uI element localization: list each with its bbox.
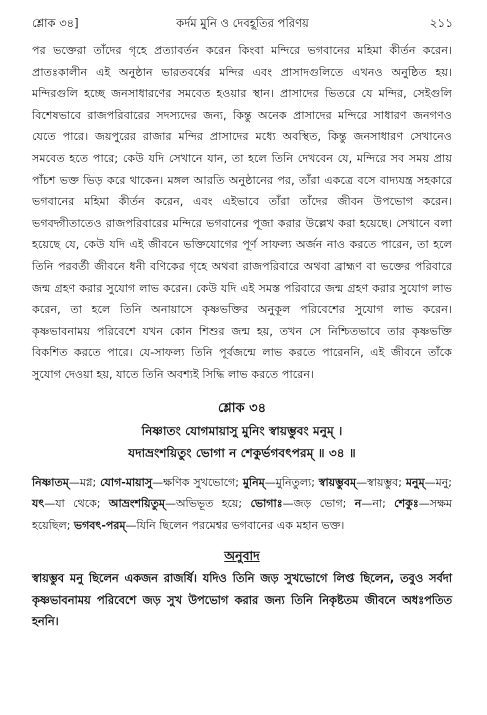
verse-line-2: যদাভ্রংশয়িতুং ভোগা ন শেকুর্ভগবৎপরম্ ॥ ৩৪ ॥ <box>128 445 356 460</box>
synonym-meaning: মনু; <box>435 475 452 489</box>
synonym-term: যৎ <box>32 497 45 511</box>
page-header <box>32 15 453 35</box>
synonym-meaning: মুনিতুল্য; <box>275 475 319 489</box>
synonym-meaning: ক্ষণিক সুখভোগে; <box>163 475 243 489</box>
chapter-title: কর্দম মুনি ও দেবহূতির পরিণয় <box>176 16 309 30</box>
translation-text: স্বায়ম্ভুব মনু ছিলেন একজন রাজর্ষি। যদিও তিনি জড় সুখভোগে লিপ্ত ছিলেন, তবুও সর্বদা কৃষ্ণভাবনাময় পরিবেশে জড় সুখ উপভোগ করার জন্য তিনি নিকৃষ্টতম জীবনে অধঃপতিত হননি। <box>32 572 452 629</box>
synonym-meaning: মগ্ন; <box>79 475 101 489</box>
verse-heading: শ্লোক ৩৪ <box>217 400 267 416</box>
verse-line-1: নিষ্ণাতং যোগমায়াসু মুনিং স্বায়ম্ভুবং মনুম্ । <box>141 423 343 438</box>
purport-paragraph: পর ভক্তেরা তাঁদের গৃহে প্রত্যাবর্তন করেন কিংবা মন্দিরে ভগবানের মহিমা কীর্তন করেন। প্রাতঃকালীন এই অনুষ্ঠান ভারতবর্ষের মন্দির এবং প্রাসাদগুলিতে এখনও অনুষ্ঠিত হয়। মন্দিরগুলি হচ্ছে জনসাধারণের সমবেত হওয়ার স্থান। প্রাসাদের ভিতরে যে মন্দির, সেইগুলি বিশেষভাবে রাজপরিবারের সদস্যদের জন্য, কিন্তু অনেক প্রাসাদের মন্দিরে সাধারণ জনগণও যেতে পারে। জয়পুরের রাজার মন্দির প্রাসাদের মধ্যে অবস্থিত, কিন্তু জনসাধারণ সেখানেও সমবেত হতে পারে; কেউ যদি সেখানে যান, তা হলে তিনি দেখবেন যে, মন্দিরে সব সময় প্রায় পাঁচশ ভক্ত ভিড় করে থাকেন। মঙ্গল আরতি অনুষ্ঠানের পর, তাঁরা একত্রে বসে বাদ্যযন্ত্র সহকারে ভগবানের মহিমা কীর্তন করেন, এবং এইভাবে তাঁরা তাঁদের জীবন উপভোগ করেন। ভগবদ্গীতাতেও রাজপরিবারের মন্দিরে ভগবানের পূজা করার উল্লেখ করা হয়েছে। সেখানে বলা হয়েছে যে, কেউ যদি এই জীবনে ভক্তিযোগের পূর্ণ সাফল্য অর্জন নাও করতে পারেন, তা হলে তিনি পরবর্তী জীবনে ধনী বণিকের গৃহে অথবা রাজপরিবারে অথবা ব্রাহ্মণ বা ভক্তের পরিবারে জন্ম গ্রহণ করার সুযোগ লাভ করেন। কেউ যদি এই সমস্ত পরিবারে জন্ম গ্রহণ করার সুযোগ লাভ করেন, তা হলে তিনি অনায়াসে কৃষ্ণভক্তির অনুকূল পরিবেশের সুযোগ লাভ করেন। কৃষ্ণভাবনাময় পরিবেশে যখন কোন শিশুর জন্ম হয়, তখন সে নিশ্চিতভাবে তার কৃষ্ণভক্তি বিকশিত করতে পারে। যে-সাফল্য তিনি পূর্বজন্মে লাভ করতে পারেননি, এই জীবনে তাঁকে সুযোগ দেওয়া হয়, যাতে তিনি অবশ্যই সিদ্ধি লাভ করতে পারেন। <box>32 44 452 381</box>
page-number: ২১১ <box>429 16 453 30</box>
synonym-term: স্বায়ম্ভুবম্ <box>318 475 357 489</box>
synonym-term: ভগবৎ-পরম্ <box>73 518 126 532</box>
synonym-meaning: না; <box>372 497 395 511</box>
synonym-term: ন <box>354 497 362 511</box>
synonym-term: নিষ্ণাতম্ <box>32 475 69 489</box>
page-body <box>32 40 452 644</box>
synonym-term: আভ্রংশয়িতুম্ <box>108 497 166 511</box>
synonym-term: যোগ-মায়াসু <box>100 475 153 489</box>
synonym-term: মুনিম্ <box>242 475 265 489</box>
synonym-term: ভোগাঃ <box>250 497 283 511</box>
synonym-meaning: জড় ভোগ; <box>293 497 355 511</box>
synonym-term: শেকুঃ <box>394 497 419 511</box>
synonym-meaning: যিনি ছিলেন পরমেশ্বর ভগবানের এক মহান ভক্ত। <box>136 518 345 532</box>
synonym-meaning: স্বায়ম্ভুব; <box>367 475 406 489</box>
synonyms: নিষ্ণাতম্—মগ্ন; যোগ-মায়াসু—ক্ষণিক সুখভোগে; মুনিম্—মুনিতুল্য; স্বায়ম্ভুবম্—স্বায়ম্ভুব; মনুম্—মনু; যৎ—যা থেকে; আভ্রংশয়িতুম্—অভিভূত হয়ে; ভোগাঃ—জড় ভোগ; ন—না; শেকুঃ—সক্ষম হয়েছিল; ভগবৎ-পরম্—যিনি ছিলেন পরমেশ্বর ভগবানের এক মহান ভক্ত। <box>32 475 452 532</box>
synonym-term: মনুম্ <box>405 475 425 489</box>
verse-reference: শ্লোক ৩৪] <box>32 16 79 30</box>
translation-heading: অনুবাদ <box>224 548 260 564</box>
synonym-meaning: অভিভূত হয়ে; <box>176 497 251 511</box>
synonym-meaning: সক্ষম হয়েছিল; <box>32 497 452 532</box>
synonym-meaning: যা থেকে; <box>55 497 109 511</box>
